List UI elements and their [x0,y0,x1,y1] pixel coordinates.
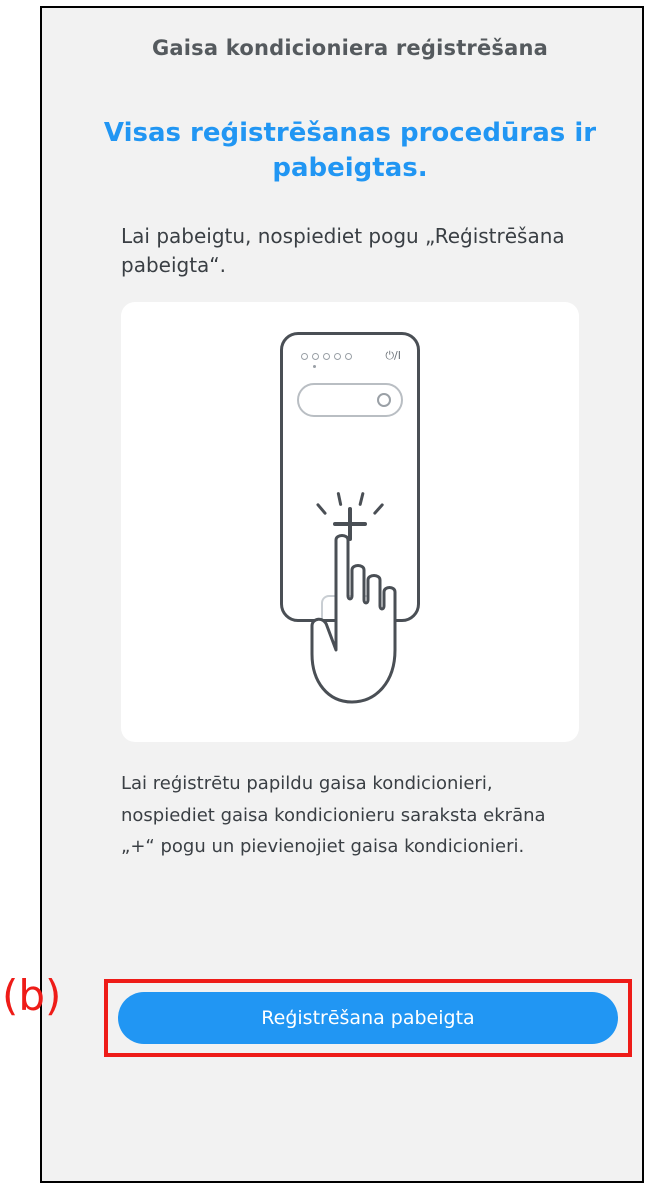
power-icon: ⏻/I [385,349,401,363]
status-dots-icon [301,353,352,360]
device-row-placeholder [297,383,403,417]
status-subdot-icon [313,365,316,368]
completion-instruction: Lai pabeigtu, nospiediet pogu „Reģistrēšana pabeigta“. [121,224,565,278]
illustration-card [121,302,579,742]
toggle-circle-icon [377,393,391,407]
hand-pointer-icon [290,530,410,710]
additional-info-text: Lai reģistrētu papildu gaisa kondicionieri, nospiediet gaisa kondicionieru saraksta ekrāna „+“ pogu un pievienojiet gaisa kondicionieri. [121,773,546,858]
completion-headline: Visas reģistrēšanas procedūras ir pabeigtas. [103,118,597,184]
device-frame [40,6,644,1183]
page-title: Gaisa kondicioniera reģistrēšana [151,36,549,60]
callout-label-b: (b) [2,971,62,1020]
registration-complete-button[interactable]: Reģistrēšana pabeigta [118,992,618,1044]
